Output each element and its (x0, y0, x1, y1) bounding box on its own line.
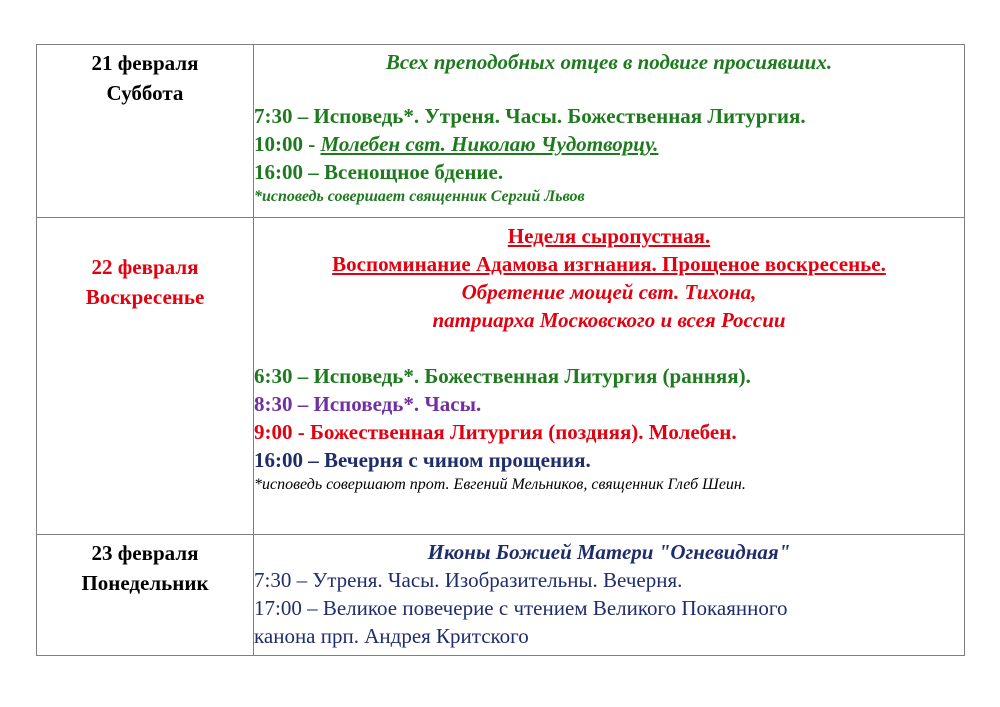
feast-title: Неделя сыропустная. (507, 224, 711, 248)
services-cell (254, 45, 965, 218)
service-time: 8:30 – (254, 392, 314, 416)
service-time: 16:00 – (254, 160, 324, 184)
services-cell (254, 535, 965, 656)
service-time: 9:00 - (254, 420, 310, 444)
confession-note: *исповедь совершает священник Сергий Львов (254, 188, 585, 205)
service-line (254, 566, 964, 594)
service-line (254, 594, 964, 622)
service-text: Божественная Литургия (поздняя). Молебен. (310, 420, 737, 444)
service-line (254, 102, 964, 130)
feast-commemoration: Обретение мощей свт. Тихона, (461, 280, 757, 304)
service-line (254, 622, 964, 650)
service-line (254, 362, 964, 390)
date-label: 23 февраля (91, 541, 199, 565)
date-label: 21 февраля (91, 51, 199, 75)
date-cell (37, 535, 254, 656)
service-text: канона прп. Андрея Критского (254, 624, 529, 648)
feast-commemoration: патриарха Московского и всея России (432, 308, 786, 332)
service-line (254, 390, 964, 418)
service-text: Исповедь*. Часы. (313, 392, 482, 416)
service-text: Великое повечерие с чтением Великого Покаянного (322, 596, 788, 620)
service-line (254, 418, 964, 446)
weekday-label: Суббота (106, 81, 184, 105)
service-line (254, 158, 964, 186)
feast-title: Иконы Божией Матери "Огневидная" (427, 540, 791, 564)
schedule-row-monday (37, 535, 965, 656)
weekday-label: Воскресенье (85, 285, 205, 309)
schedule-table (36, 44, 965, 656)
service-line (254, 446, 964, 474)
service-time: 7:30 – (254, 104, 314, 128)
service-time: 7:30 – (254, 568, 313, 592)
schedule-row-saturday (37, 45, 965, 218)
service-text: Исповедь*. Утреня. Часы. Божественная Литургия. (313, 104, 806, 128)
feast-title: Всех преподобных отцев в подвиге просиявших. (385, 50, 833, 74)
service-text: Всенощное бдение. (324, 160, 504, 184)
weekday-label: Понедельник (81, 571, 209, 595)
service-text: Утреня. Часы. Изобразительны. Вечерня. (312, 568, 683, 592)
date-label: 22 февраля (91, 255, 199, 279)
service-time: 6:30 – (254, 364, 314, 388)
date-cell (37, 218, 254, 535)
date-cell (37, 45, 254, 218)
service-text: Молебен свт. Николаю Чудотворцу. (320, 132, 659, 156)
services-cell (254, 218, 965, 535)
service-line (254, 130, 964, 158)
confession-note: *исповедь совершают прот. Евгений Мельников, священник Глеб Шеин. (254, 476, 746, 493)
service-text: Вечерня с чином прощения. (324, 448, 591, 472)
schedule-row-sunday (37, 218, 965, 535)
feast-subtitle: Воспоминание Адамова изгнания. Прощеное воскресенье. (332, 252, 886, 276)
service-time: 10:00 - (254, 132, 321, 156)
service-time: 16:00 – (254, 448, 324, 472)
service-time: 17:00 – (254, 596, 323, 620)
service-text: Исповедь*. Божественная Литургия (ранняя). (313, 364, 751, 388)
